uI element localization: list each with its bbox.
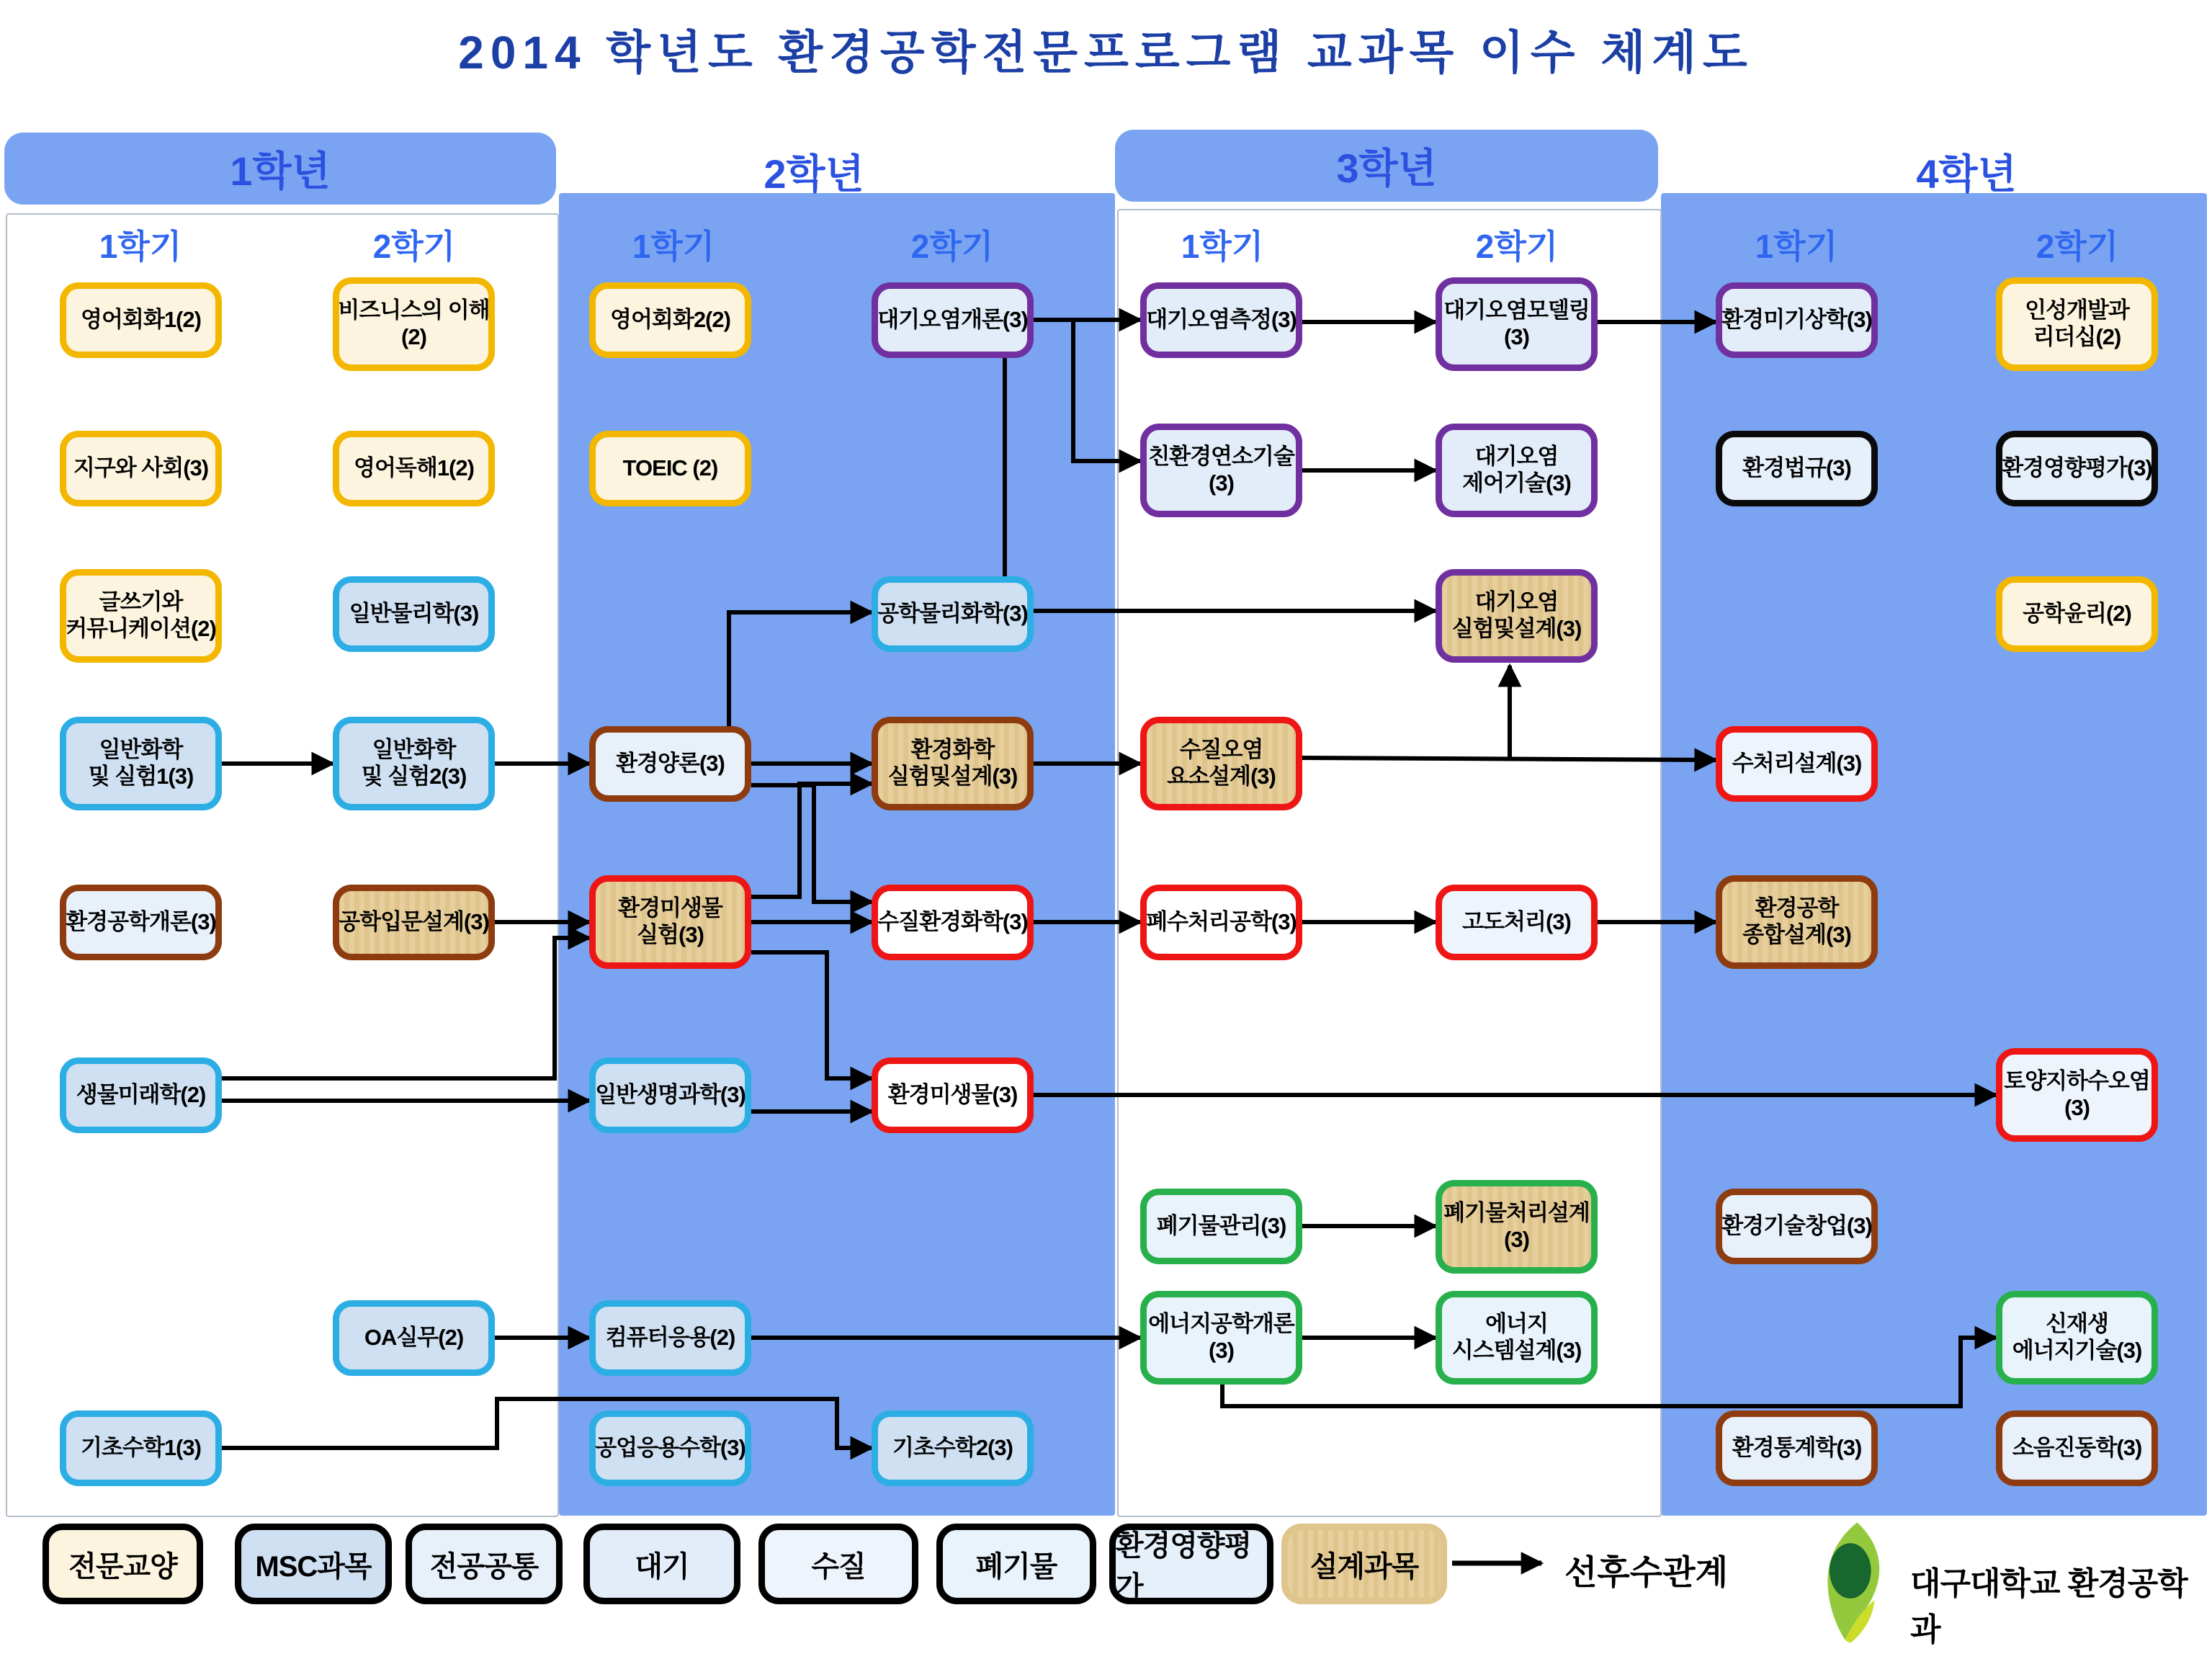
- course-label: 폐수처리공학(3): [1146, 909, 1297, 935]
- course-box: [589, 1410, 751, 1486]
- legend-item: 전공공통: [406, 1524, 563, 1604]
- course-label: 에너지기술(3): [2012, 1338, 2142, 1363]
- course-box: [589, 1057, 751, 1133]
- course-label: 환경기술창업(3): [1721, 1213, 1872, 1239]
- course-label: 환경화학: [910, 737, 995, 763]
- course-label: 공업응용수학(3): [595, 1435, 745, 1461]
- semester-label: 1학기: [1181, 228, 1264, 265]
- legend-item: 설계과목: [1281, 1524, 1447, 1604]
- year3-header: 3학년: [1115, 130, 1658, 202]
- course-box: [1140, 1291, 1302, 1385]
- course-label: 비즈니스의 이해: [338, 298, 490, 323]
- course-label: 일반화학: [99, 737, 183, 763]
- legend-item: MSC과목: [235, 1524, 392, 1604]
- course-label: (2): [401, 324, 426, 349]
- course-label: 글쓰기와: [99, 589, 183, 615]
- prerequisite-arrow: [1222, 1338, 1996, 1406]
- legend-item: 수질: [758, 1524, 918, 1604]
- prerequisite-arrow: [1302, 758, 1716, 760]
- course-label: 환경미생물: [618, 895, 722, 921]
- course-label: 기초수학1(3): [81, 1435, 201, 1461]
- course-box: [1996, 277, 2158, 371]
- course-box: [1996, 1291, 2158, 1385]
- course-box: [333, 431, 495, 506]
- course-box: [1716, 431, 1878, 506]
- course-label: 및 실험1(3): [88, 764, 194, 789]
- course-label: TOEIC (2): [622, 455, 718, 481]
- legend-item: 전문교양: [42, 1524, 203, 1604]
- course-label: (3): [2064, 1095, 2090, 1120]
- course-label: 대기오염: [1474, 589, 1559, 615]
- course-box: [872, 576, 1034, 652]
- course-box: [872, 885, 1034, 960]
- course-box: [589, 1300, 751, 1376]
- course-label: 영어독해1(2): [354, 455, 474, 481]
- course-label: 대기오염모델링: [1443, 298, 1590, 323]
- course-label: (3): [1504, 324, 1529, 349]
- course-box: [333, 1300, 495, 1376]
- year2-header: 2학년: [764, 151, 864, 197]
- course-label: 인성개발과: [2025, 298, 2129, 323]
- course-label: 제어기술(3): [1462, 470, 1571, 496]
- prerequisite-relation-label: 선후수관계: [1564, 1553, 1729, 1591]
- course-box: [60, 569, 222, 663]
- course-label: 공학윤리(2): [2023, 601, 2131, 627]
- prerequisite-arrow: [751, 784, 872, 897]
- course-box: [60, 1410, 222, 1486]
- course-label: 종합설계(3): [1742, 922, 1851, 947]
- course-box: [1436, 885, 1598, 960]
- course-box: [589, 431, 751, 506]
- course-box: [872, 1410, 1034, 1486]
- course-label: 실험및설계(3): [1451, 616, 1582, 641]
- prerequisite-arrow: [1073, 320, 1140, 461]
- course-box: [60, 282, 222, 358]
- course-label: 환경양론(3): [616, 751, 725, 777]
- course-box: [1716, 282, 1878, 358]
- course-box: [589, 726, 751, 802]
- semester-label: 2학기: [1475, 228, 1559, 265]
- course-label: 친환경연소기술: [1148, 444, 1294, 470]
- course-label: 수질환경화학(3): [877, 909, 1028, 935]
- page-title: 2014 학년도 환경공학전문프로그램 교과목 이수 체계도: [458, 27, 1754, 79]
- course-box: [1996, 1410, 2158, 1486]
- course-label: 환경통계학(3): [1732, 1435, 1862, 1461]
- course-label: 환경공학개론(3): [66, 909, 216, 935]
- course-box: [333, 717, 495, 810]
- legend-item: 환경영향평가: [1109, 1524, 1273, 1604]
- course-label: 영어회화1(2): [81, 307, 201, 333]
- course-label: 대기오염개론(3): [877, 307, 1028, 333]
- course-label: 공학물리화학(3): [877, 601, 1028, 627]
- course-label: 에너지공학개론: [1148, 1311, 1294, 1337]
- course-box: [60, 431, 222, 506]
- department-name: 대구대학교 환경공학과: [1910, 1566, 2188, 1647]
- legend-item: 폐기물: [936, 1524, 1096, 1604]
- course-box: [333, 576, 495, 652]
- course-label: 컴퓨터응용(2): [605, 1325, 735, 1351]
- course-box: [1140, 717, 1302, 810]
- course-label: 일반화학: [372, 737, 456, 763]
- course-box: [1140, 885, 1302, 960]
- course-label: 공학입문설계(3): [339, 909, 489, 935]
- semester-label: 2학기: [2036, 228, 2119, 265]
- course-box: [1140, 1189, 1302, 1264]
- course-box: [872, 1057, 1034, 1133]
- course-box: [1140, 424, 1302, 517]
- course-box: [1996, 431, 2158, 506]
- course-box: [60, 717, 222, 810]
- semester-label: 1학기: [99, 228, 182, 265]
- course-label: 요소설계(3): [1167, 764, 1276, 789]
- year1-header: 1학년: [4, 133, 556, 205]
- course-box: [1436, 1180, 1598, 1274]
- course-box: [333, 277, 495, 371]
- semester-label: 1학기: [632, 228, 715, 265]
- course-box: [872, 717, 1034, 810]
- semester-label: 2학기: [910, 228, 994, 265]
- course-box: [1436, 1291, 1598, 1385]
- course-box: [1716, 1410, 1878, 1486]
- course-box: [589, 875, 751, 969]
- course-label: 수처리설계(3): [1732, 751, 1862, 777]
- course-label: 생물미래학(2): [76, 1082, 206, 1108]
- course-label: 영어회화2(2): [610, 307, 730, 333]
- course-label: 지구와 사회(3): [73, 455, 209, 481]
- course-label: 고도처리(3): [1462, 909, 1571, 935]
- course-box: [1996, 1048, 2158, 1142]
- course-label: 토양지하수오염: [2004, 1068, 2150, 1094]
- course-box: [589, 282, 751, 358]
- course-label: 환경미기상학(3): [1721, 307, 1872, 333]
- prerequisite-arrow: [751, 952, 872, 1078]
- course-label: 에너지: [1485, 1311, 1548, 1337]
- semester-label: 1학기: [1755, 228, 1838, 265]
- course-label: (3): [1209, 1338, 1234, 1363]
- course-box: [1996, 576, 2158, 652]
- year4-header: 4학년: [1916, 151, 2017, 197]
- course-label: 일반생명과학(3): [595, 1082, 745, 1108]
- course-box: [1140, 282, 1302, 358]
- course-label: 일반물리학(3): [349, 601, 479, 627]
- course-label: 대기오염: [1474, 444, 1559, 470]
- course-box: [333, 885, 495, 960]
- course-label: 커뮤니케이션(2): [66, 616, 216, 641]
- course-label: 환경미생물(3): [887, 1082, 1018, 1108]
- course-box: [1716, 875, 1878, 969]
- course-label: 실험및설계(3): [887, 764, 1018, 789]
- prerequisite-arrow: [751, 785, 872, 902]
- course-label: 리더십(2): [2033, 324, 2121, 349]
- course-label: 및 실험2(3): [361, 764, 467, 789]
- course-label: 환경영향평가(3): [2002, 455, 2152, 481]
- course-label: 실험(3): [637, 922, 704, 947]
- daegu-university-logo-icon: [1812, 1520, 1899, 1642]
- course-box: [1716, 726, 1878, 802]
- course-box: [1716, 1189, 1878, 1264]
- course-label: 소음진동학(3): [2012, 1435, 2142, 1461]
- course-box: [60, 1057, 222, 1133]
- prerequisite-arrow: [729, 612, 872, 726]
- course-label: 폐기물처리설계: [1443, 1200, 1590, 1226]
- legend-item: 대기: [583, 1524, 740, 1604]
- course-label: 폐기물관리(3): [1156, 1213, 1286, 1239]
- course-box: [1436, 569, 1598, 663]
- course-label: OA실무(2): [364, 1325, 464, 1351]
- course-box: [1436, 424, 1598, 517]
- course-label: (3): [1504, 1227, 1529, 1252]
- course-label: 환경법규(3): [1742, 455, 1851, 481]
- course-label: 환경공학: [1755, 895, 1839, 921]
- course-box: [1436, 277, 1598, 371]
- semester-label: 2학기: [372, 228, 456, 265]
- course-label: (3): [1209, 470, 1234, 496]
- prerequisite-arrow: [222, 1399, 872, 1448]
- course-label: 기초수학2(3): [892, 1435, 1013, 1461]
- course-label: 대기오염측정(3): [1146, 307, 1297, 333]
- course-box: [872, 282, 1034, 358]
- course-label: 시스템설계(3): [1451, 1338, 1582, 1363]
- course-label: 신재생: [2046, 1311, 2108, 1337]
- prerequisite-arrow-sample-icon: [1449, 1542, 1557, 1585]
- course-box: [60, 885, 222, 960]
- course-label: 수질오염: [1179, 737, 1263, 763]
